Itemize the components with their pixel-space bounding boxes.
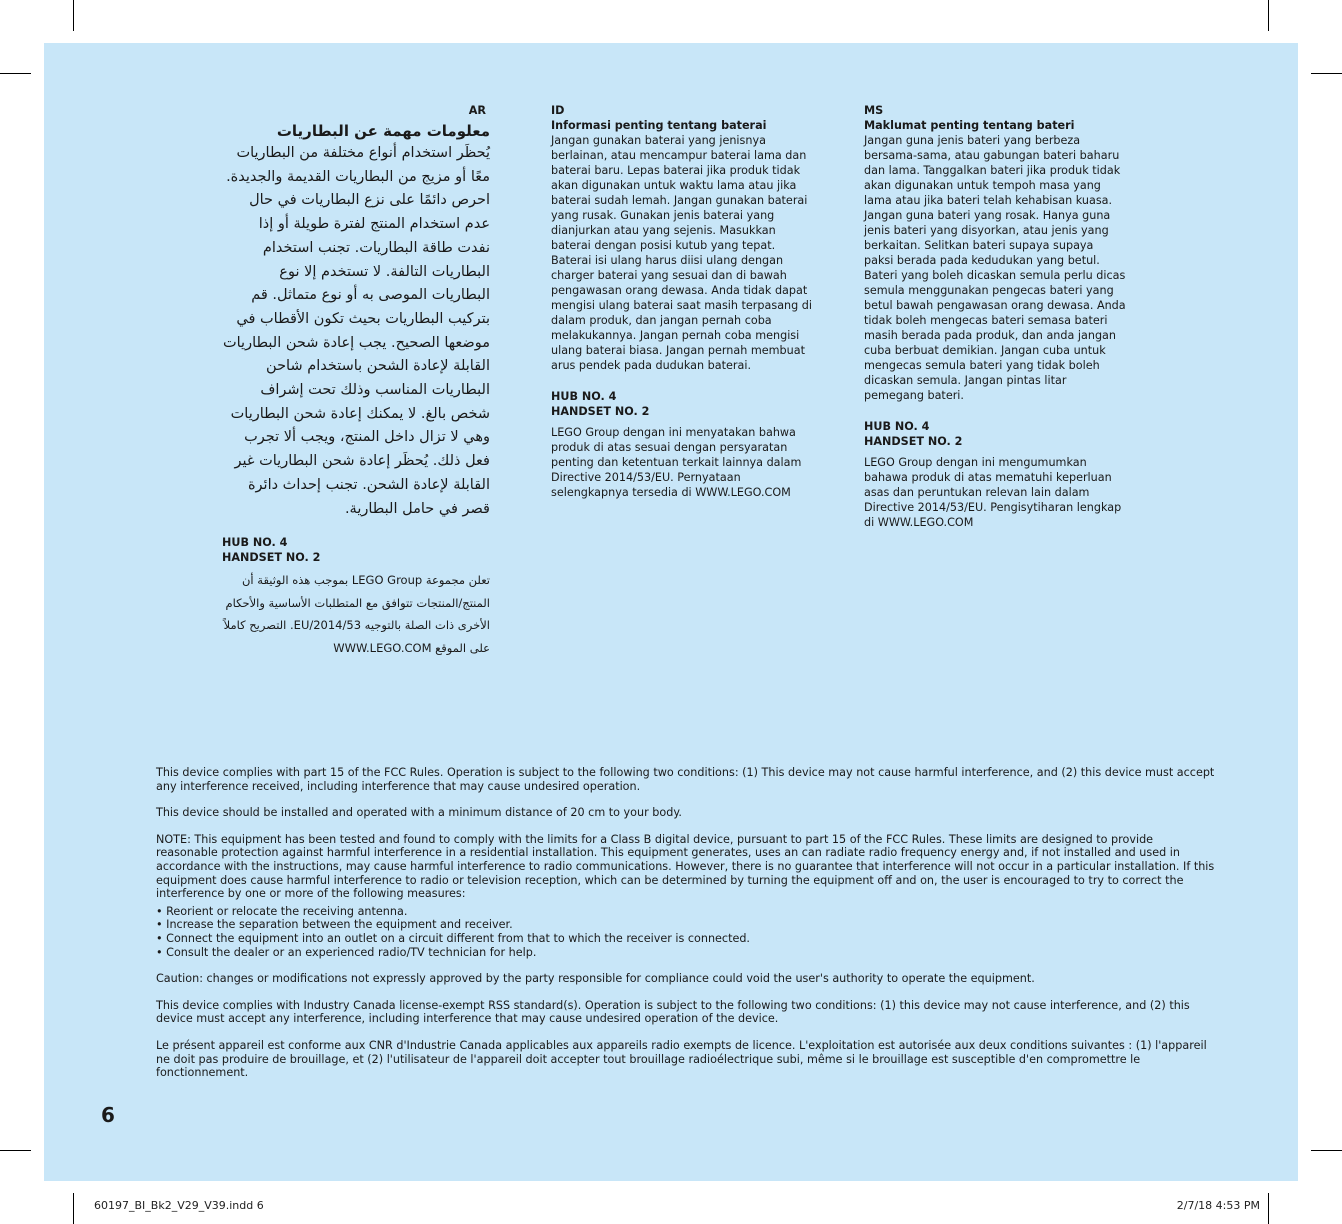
crop-mark bbox=[1311, 1150, 1342, 1151]
ic-statement: This device complies with Industry Canada license-exempt RSS standard(s). Operation is subject to the following two conditions: (1) this device may not cause interference, and (2) this device must accept any interference, including interference that may cause undesired operation of the device. bbox=[156, 998, 1190, 1026]
compliance-statements bbox=[156, 766, 1216, 1093]
battery-info-text: Jangan gunakan baterai yang jenisnya berlainan, atau mencampur baterai lama dan baterai baru. Lepas baterai jika produk tidak akan digunakan untuk waktu lama atau jika baterai sudah lemah. Jangan gunakan baterai yang rusak. Gunakan jenis baterai yang dianjurkan atau yang sejenis. Masukkan baterai dengan posisi kutub yang tepat. Baterai isi ulang harus diisi ulang dengan charger baterai yang sesuai dan di bawah pengawasan orang dewasa. Anda tidak dapat mengisi ulang baterai saat masih terpasang di dalam produk, dan jangan pernah coba melakukannya. Jangan pernah coba mengisi ulang baterai biasa. Jangan pernah membuat arus pendek pada dudukan baterai. bbox=[551, 134, 813, 372]
slug-filename: 60197_BI_Bk2_V29_V39.indd 6 bbox=[94, 1199, 264, 1212]
language-code: AR bbox=[468, 104, 486, 117]
measures-list bbox=[156, 905, 1216, 959]
caution-statement: Caution: changes or modifications not expressly approved by the party responsible for compliance could void the user's authority to operate the equipment. bbox=[156, 972, 1035, 986]
declaration-text: LEGO Group dengan ini menyatakan bahwa produk di atas sesuai dengan persyaratan penting dan ketentuan terkait lainnya dalam Directive 2014/53/EU. Pernyataan selengkapnya tersedia di WWW.LEGO.COM bbox=[551, 426, 802, 499]
list-item: • Reorient or relocate the receiving antenna. bbox=[156, 904, 408, 918]
hub-label: HUB NO. 4 bbox=[864, 420, 930, 433]
declaration-text: LEGO Group dengan ini mengumumkan bahawa produk di atas mematuhi keperluan asas dan peruntukan relevan lain dalam Directive 2014/53/EU. Pengisytiharan lengkap di WWW.LEGO.COM bbox=[864, 456, 1122, 529]
section-title: Informasi penting tentang baterai bbox=[551, 119, 767, 132]
column-arabic bbox=[222, 103, 490, 659]
column-indonesian bbox=[551, 103, 813, 500]
handset-label: HANDSET NO. 2 bbox=[222, 551, 321, 565]
section-title: Maklumat penting tentang bateri bbox=[864, 119, 1075, 132]
battery-info-text: Jangan guna jenis bateri yang berbeza bersama-sama, atau gabungan bateri baharu dan lama. Tanggalkan bateri jika produk tidak akan digunakan untuk tempoh masa yang lama atau jika bateri telah kehabisan kuasa. Jangan guna bateri yang rosak. Hanya guna jenis bateri yang disyorkan, atau jenis yang berkaitan. Selitkan bateri supaya supaya paksi berada pada kedudukan yang betul. Bateri yang boleh dicaskan semula perlu dicas semula menggunakan pengecas bateri yang betul bawah pengawasan orang dewasa. Anda tidak boleh mengecas bateri semasa bateri masih berada pada produk, dan anda jangan cuba berbuat demikian. Jangan cuba untuk mengecas semula bateri yang tidak boleh dicaskan semula. Jangan pintas litar pemegang bateri. bbox=[864, 134, 1126, 402]
handset-label: HANDSET NO. 2 bbox=[864, 435, 963, 448]
crop-mark bbox=[1268, 1193, 1269, 1224]
language-code: ID bbox=[551, 104, 565, 117]
page-number: 6 bbox=[101, 1103, 115, 1127]
rf-exposure-statement: This device should be installed and operated with a minimum distance of 20 cm to your body. bbox=[156, 806, 682, 820]
crop-mark bbox=[0, 1150, 31, 1151]
hub-label: HUB NO. 4 bbox=[222, 536, 288, 550]
handset-label: HANDSET NO. 2 bbox=[551, 405, 650, 418]
crop-mark bbox=[1268, 0, 1269, 31]
list-item: • Consult the dealer or an experienced radio/TV technician for help. bbox=[156, 945, 537, 959]
crop-mark bbox=[73, 0, 74, 31]
fcc-note: NOTE: This equipment has been tested and found to comply with the limits for a Class B digital device, pursuant to part 15 of the FCC Rules. These limits are designed to provide reasonable protection against harmful interference in a residential installation. This equipment generates, uses an can radiate radio frequency energy and, if not installed and used in accordance with the instructions, may cause harmful interference to radio communications. However, there is no guarantee that interference will not occur in a particular installation. If this equipment does cause harmful interference to radio or television reception, which can be determined by turning the equipment off and on, the user is encouraged to try to correct the interference by one or more of the following measures: bbox=[156, 832, 1215, 901]
column-malay bbox=[864, 103, 1126, 530]
ic-statement-french: Le présent appareil est conforme aux CNR d'Industrie Canada applicables aux appareils radio exempts de licence. L'exploitation est autorisée aux deux conditions suivantes : (1) l'appareil ne doit pas produire de brouillage, et (2) l'utilisateur de l'appareil doit accepter tout brouillage radioélectrique subi, même si le brouillage est susceptible d'en compromettre le fonctionnement. bbox=[156, 1038, 1207, 1080]
list-item: • Connect the equipment into an outlet on a circuit different from that to which the receiver is connected. bbox=[156, 931, 750, 945]
crop-mark bbox=[1311, 73, 1342, 74]
crop-mark bbox=[73, 1193, 74, 1224]
crop-mark bbox=[0, 73, 31, 74]
declaration-text: تعلن مجموعة LEGO Group بموجب هذه الوثيقة أن المنتج/المنتجات تتوافق مع المتطلبات الأساسية والأحكام الأخرى ذات الصلة بالتوجيه EU/2014/53. التصريح كاملاً على الموقع WWW.LEGO.COM bbox=[223, 573, 490, 655]
slug-datetime: 2/7/18 4:53 PM bbox=[1176, 1199, 1260, 1212]
hub-label: HUB NO. 4 bbox=[551, 390, 617, 403]
section-title: معلومات مهمة عن البطاريات bbox=[276, 122, 490, 140]
list-item: • Increase the separation between the equipment and receiver. bbox=[156, 918, 513, 932]
battery-info-text: يُحظَر استخدام أنواع مختلفة من البطاريات معًا أو مزيج من البطاريات القديمة والجديدة. احرص دائمًا على نزع البطاريات في حال عدم استخدام المنتج لفترة طويلة أو إذا نفدت طاقة البطاريات. تجنب استخدام البطاريات التالفة. لا تستخدم إلا نوع البطاريات الموصى به أو نوع متماثل. قم بتركيب البطاريات بحيث تكون الأقطاب في موضعها الصحيح. يجب إعادة شحن البطاريات القابلة لإعادة الشحن باستخدام شاحن البطاريات المناسب وذلك تحت إشراف شخص بالغ. لا يمكنك إعادة شحن البطاريات وهي لا تزال داخل المنتج، ويجب ألا تجرب فعل ذلك. يُحظَر إعادة شحن البطاريات غير القابلة لإعادة الشحن. تجنب إحداث دائرة قصر في حامل البطارية. bbox=[222, 145, 490, 517]
language-code: MS bbox=[864, 104, 884, 117]
fcc-statement: This device complies with part 15 of the FCC Rules. Operation is subject to the following two conditions: (1) This device may not cause harmful interference, and (2) this device must accept any interference received, including interference that may cause undesired operation. bbox=[156, 766, 1215, 793]
